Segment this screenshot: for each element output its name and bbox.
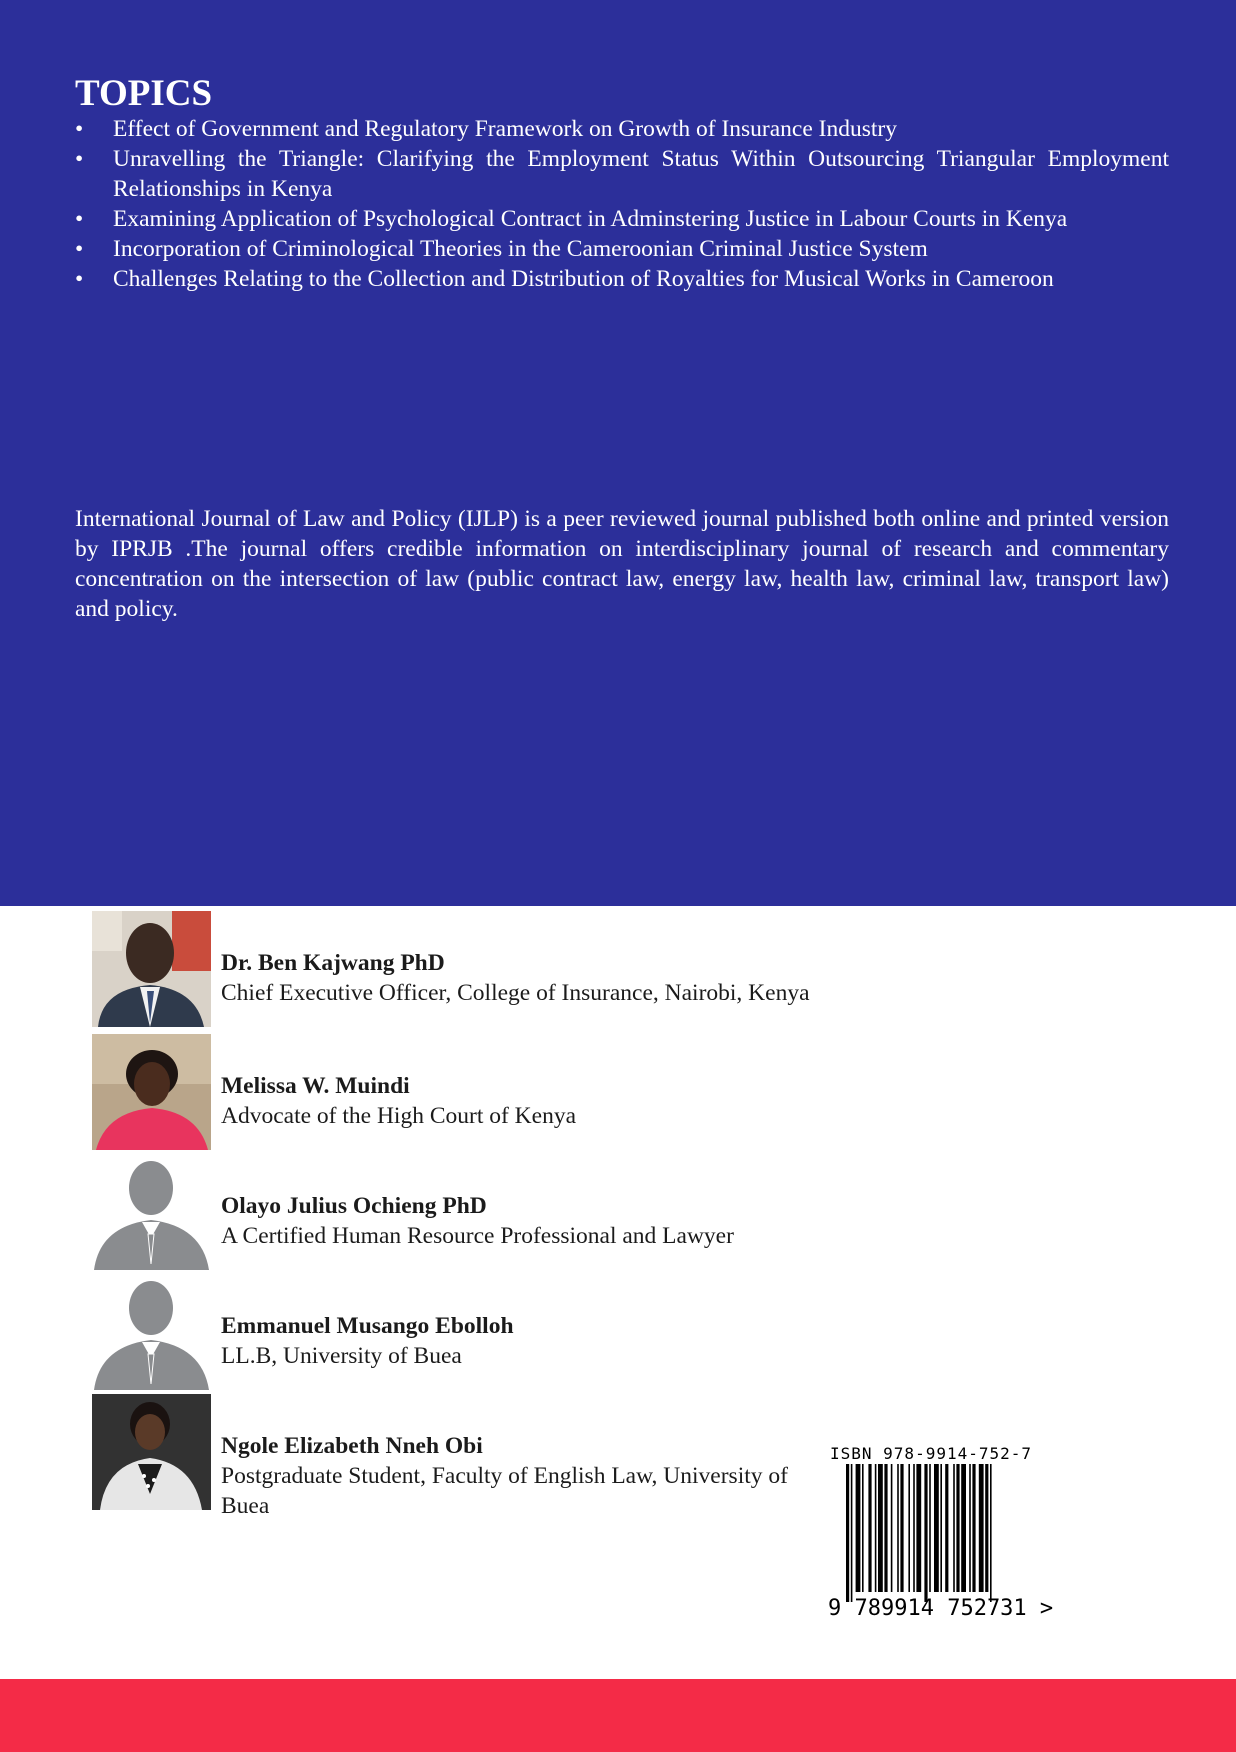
author-name: Melissa W. Muindi (221, 1073, 410, 1099)
author-name: Dr. Ben Kajwang PhD (221, 950, 445, 976)
author-photo (92, 1394, 211, 1510)
topic-item: • Challenges Relating to the Collection and Distribution of Royalties for Musical Works in Cameroon (75, 264, 1169, 294)
author-title: LL.B, University of Buea (221, 1343, 462, 1369)
barcode-icon (826, 1464, 1056, 1604)
author-name: Olayo Julius Ochieng PhD (221, 1193, 487, 1219)
author-entry (92, 911, 852, 1029)
author-name: Ngole Elizabeth Nneh Obi (221, 1433, 483, 1459)
topics-heading: TOPICS (75, 73, 213, 114)
author-entry (92, 1154, 852, 1272)
topic-item: • Examining Application of Psychological Contract in Adminstering Justice in Labour Courts in Kenya (75, 204, 1169, 234)
author-photo (92, 1154, 211, 1270)
author-title: Chief Executive Officer, College of Insurance, Nairobi, Kenya (221, 980, 810, 1006)
author-entry (92, 1034, 852, 1152)
topic-item: • Unravelling the Triangle: Clarifying the Employment Status Within Outsourcing Triangular Employment Relationships in Kenya (75, 144, 1169, 204)
barcode-digits: 9 789914 752731 > (828, 1596, 1054, 1621)
journal-description: International Journal of Law and Policy (IJLP) is a peer reviewed journal published both online and printed version by IPRJB .The journal offers credible information on interdisciplinary journal of research and commentary concentration on the intersection of law (public contract law, energy law, health law, criminal law, transport law) and policy. (75, 506, 1169, 622)
author-title: Postgraduate Student, Faculty of English Law, University of Buea (221, 1463, 788, 1519)
topic-item: • Effect of Government and Regulatory Framework on Growth of Insurance Industry (75, 114, 1169, 144)
author-entry (92, 1394, 852, 1519)
topic-item: • Incorporation of Criminological Theories in the Cameroonian Criminal Justice System (75, 234, 1169, 264)
author-title: Advocate of the High Court of Kenya (221, 1103, 577, 1129)
author-entry (92, 1274, 852, 1392)
author-photo (92, 911, 211, 1027)
isbn-barcode (826, 1440, 1056, 1630)
bottom-color-band (0, 1679, 1236, 1752)
isbn-label: ISBN 978-9914-752-7 (830, 1444, 1033, 1463)
author-title: A Certified Human Resource Professional and Lawyer (221, 1223, 734, 1249)
author-photo (92, 1034, 211, 1150)
author-photo (92, 1274, 211, 1390)
topics-list (75, 114, 1169, 294)
author-name: Emmanuel Musango Ebolloh (221, 1313, 514, 1339)
